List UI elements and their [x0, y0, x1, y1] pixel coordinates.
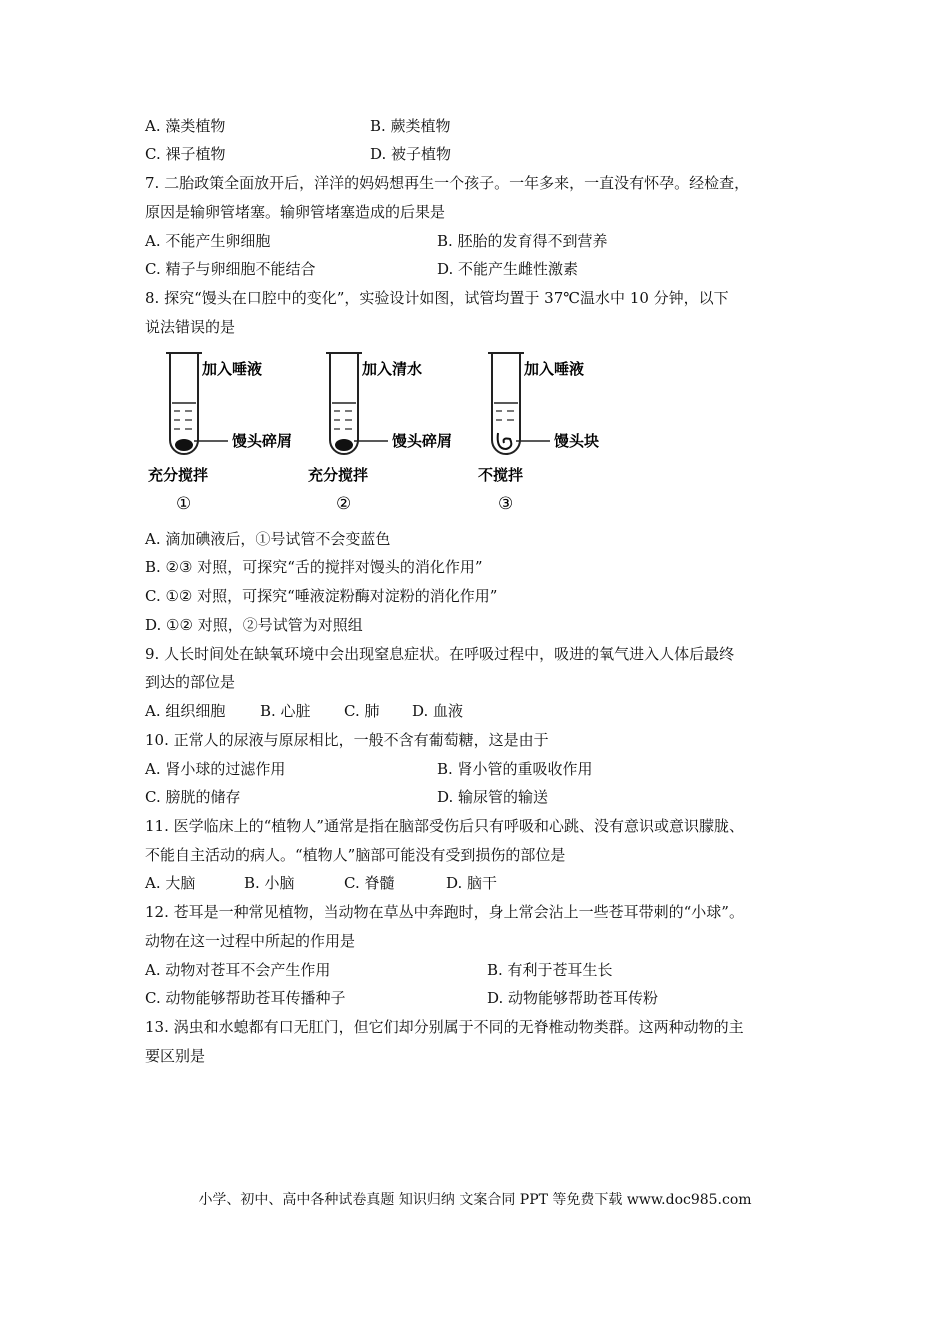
q6-option-d: D. 被子植物: [370, 145, 452, 163]
tube3-top-label: 加入唾液: [524, 360, 585, 378]
q7-option-c: C. 精子与卵细胞不能结合: [145, 260, 316, 278]
q9-option-a: A. 组织细胞: [145, 702, 226, 720]
q8-option-a: A. 滴加碘液后，①号试管不会变蓝色: [145, 530, 391, 548]
q8-stem-line2: 说法错误的是: [145, 318, 236, 336]
q9-stem-line2: 到达的部位是: [145, 673, 236, 691]
q10-option-b: B. 肾小管的重吸收作用: [437, 760, 593, 778]
q7-option-a: A. 不能产生卵细胞: [145, 232, 271, 250]
q7-stem-line1: 7. 二胎政策全面放开后，洋洋的妈妈想再生一个孩子。一年多来，一直没有怀孕。经检查，: [145, 174, 750, 192]
q12-option-a: A. 动物对苍耳不会产生作用: [145, 961, 331, 979]
tube1-bottom-label: 充分搅拌: [148, 466, 209, 484]
q9-option-d: D. 血液: [412, 702, 464, 720]
q9-stem-line1: 9. 人长时间处在缺氧环境中会出现窒息症状。在呼吸过程中，吸进的氧气进入人体后最终: [145, 645, 735, 663]
q10-option-d: D. 输尿管的输送: [437, 788, 549, 806]
q8-option-c: C. ①② 对照，可探究“唾液淀粉酶对淀粉的消化作用”: [145, 587, 498, 605]
q12-option-c: C. 动物能够帮助苍耳传播种子: [145, 989, 346, 1007]
q10-stem-line1: 10. 正常人的尿液与原尿相比，一般不含有葡萄糖，这是由于: [145, 731, 549, 749]
q13-stem-line1: 13. 涡虫和水螅都有口无肛门，但它们却分别属于不同的无脊椎动物类群。这两种动物的主: [145, 1018, 744, 1036]
tube1-side-label: 馒头碎屑: [232, 432, 293, 450]
tube3-side-label: 馒头块: [554, 432, 600, 450]
tube2-side-label: 馒头碎屑: [392, 432, 453, 450]
q8-experiment-figure: [140, 345, 620, 517]
q6-option-b: B. 蕨类植物: [370, 117, 451, 135]
q11-stem-line2: 不能自主活动的病人。“植物人”脑部可能没有受到损伤的部位是: [145, 846, 566, 864]
q10-option-a: A. 肾小球的过滤作用: [145, 760, 286, 778]
tube2-number: ②: [336, 494, 352, 514]
tube3-number: ③: [498, 494, 514, 514]
q11-option-d: D. 脑干: [446, 874, 498, 892]
q7-stem-line2: 原因是输卵管堵塞。输卵管堵塞造成的后果是: [145, 203, 446, 221]
q11-option-c: C. 脊髓: [344, 874, 395, 892]
q12-stem-line2: 动物在这一过程中所起的作用是: [145, 932, 356, 950]
page-footer: 小学、初中、高中各种试卷真题 知识归纳 文案合同 PPT 等免费下载 www.doc985.com: [198, 1192, 752, 1208]
q6-option-c: C. 裸子植物: [145, 145, 226, 163]
tube1-top-label: 加入唾液: [202, 360, 263, 378]
q11-option-a: A. 大脑: [145, 874, 196, 892]
tube2-bottom-label: 充分搅拌: [308, 466, 369, 484]
q12-option-d: D. 动物能够帮助苍耳传粉: [487, 989, 659, 1007]
q12-stem-line1: 12. 苍耳是一种常见植物，当动物在草丛中奔跑时，身上常会沾上一些苍耳带刺的“小球”。: [145, 903, 744, 921]
q7-option-d: D. 不能产生雌性激素: [437, 260, 579, 278]
q12-option-b: B. 有利于苍耳生长: [487, 961, 613, 979]
q7-option-b: B. 胚胎的发育得不到营养: [437, 232, 608, 250]
tube2-top-label: 加入清水: [362, 360, 423, 378]
q8-stem-line1: 8. 探究“馒头在口腔中的变化”，实验设计如图，试管均置于 37℃温水中 10 分钟，以下: [145, 289, 729, 307]
q11-stem-line1: 11. 医学临床上的“植物人”通常是指在脑部受伤后只有呼吸和心跳、没有意识或意识朦胧、: [145, 817, 744, 835]
q11-option-b: B. 小脑: [244, 874, 295, 892]
q8-option-d: D. ①② 对照，②号试管为对照组: [145, 616, 363, 634]
q6-option-a: A. 藻类植物: [145, 117, 226, 135]
tube3-bottom-label: 不搅拌: [478, 466, 524, 484]
q13-stem-line2: 要区别是: [145, 1047, 206, 1065]
q10-option-c: C. 膀胱的储存: [145, 788, 241, 806]
q9-option-c: C. 肺: [344, 702, 380, 720]
tube1-number: ①: [176, 494, 192, 514]
q9-option-b: B. 心脏: [260, 702, 311, 720]
q8-option-b: B. ②③ 对照，可探究“舌的搅拌对馒头的消化作用”: [145, 558, 483, 576]
